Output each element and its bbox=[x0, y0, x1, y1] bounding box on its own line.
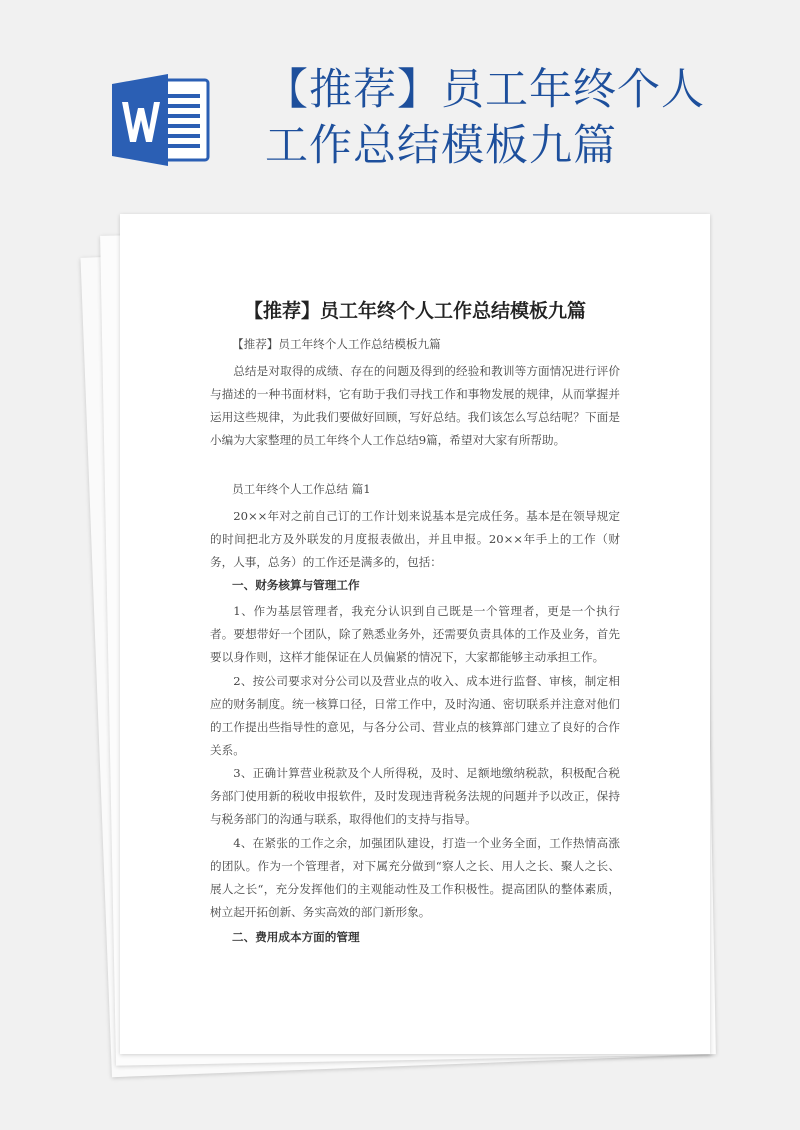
banner-title-line2: 工作总结模板九篇 bbox=[265, 121, 617, 171]
heading-finance: 一、财务核算与管理工作 bbox=[232, 578, 360, 592]
document-subtitle: 【推荐】员工年终个人工作总结模板九篇 bbox=[232, 337, 441, 351]
section-title: 员工年终个人工作总结 篇1 bbox=[232, 482, 371, 496]
list-item-4: 4、在紧张的工作之余，加强团队建设，打造一个业务全面，工作热情高涨的团队。作为一个管理者，对下属充分做到“察人之长、用人之长、聚人之长、展人之长“，充分发挥他们的主观能动性及工作积极性。提高团队的整体素质，树立起开拓创新、务实高效的部门新形象。 bbox=[210, 836, 620, 919]
list-item-2: 2、按公司要求对分公司以及营业点的收入、成本进行监督、审核，制定相应的财务制度。统一核算口径，日常工作中，及时沟通、密切联系并注意对他们的工作提出些指导性的意见，与各分公司、营业点的核算部门建立了良好的合作关系。 bbox=[210, 674, 620, 757]
intro-paragraph: 总结是对取得的成绩、存在的问题及得到的经验和教训等方面情况进行评价与描述的一种书面材料，它有助于我们寻找工作和事物发展的规律，从而掌握并运用这些规律，为此我们要做好回顾，写好总结。我们该怎么写总结呢？下面是小编为大家整理的员工年终个人工作总结9篇，希望对大家有所帮助。 bbox=[210, 364, 620, 447]
heading-cost: 二、费用成本方面的管理 bbox=[232, 930, 360, 944]
word-document-icon bbox=[108, 72, 212, 168]
banner-title-line1: 【推荐】员工年终个人 bbox=[265, 65, 705, 115]
document-title: 【推荐】员工年终个人工作总结模板九篇 bbox=[243, 300, 586, 322]
document-page bbox=[120, 214, 710, 1054]
banner-title bbox=[265, 62, 745, 174]
paragraph-overview: 20××年对之前自己订的工作计划来说基本是完成任务。基本是在领导规定的时间把北方及外联发的月度报表做出，并且申报。20××年手上的工作（财务，人事，总务）的工作还是满多的，包括： bbox=[210, 509, 620, 569]
list-item-1: 1、作为基层管理者，我充分认识到自己既是一个管理者，更是一个执行者。要想带好一个团队，除了熟悉业务外，还需要负责具体的工作及业务，首先要以身作则，这样才能保证在人员偏紧的情况下，大家都能够主动承担工作。 bbox=[210, 604, 620, 664]
list-item-3: 3、正确计算营业税款及个人所得税，及时、足额地缴纳税款，积极配合税务部门使用新的税收申报软件，及时发现违背税务法规的问题并予以改正，保持与税务部门的沟通与联系，取得他们的支持与指导。 bbox=[210, 766, 620, 826]
